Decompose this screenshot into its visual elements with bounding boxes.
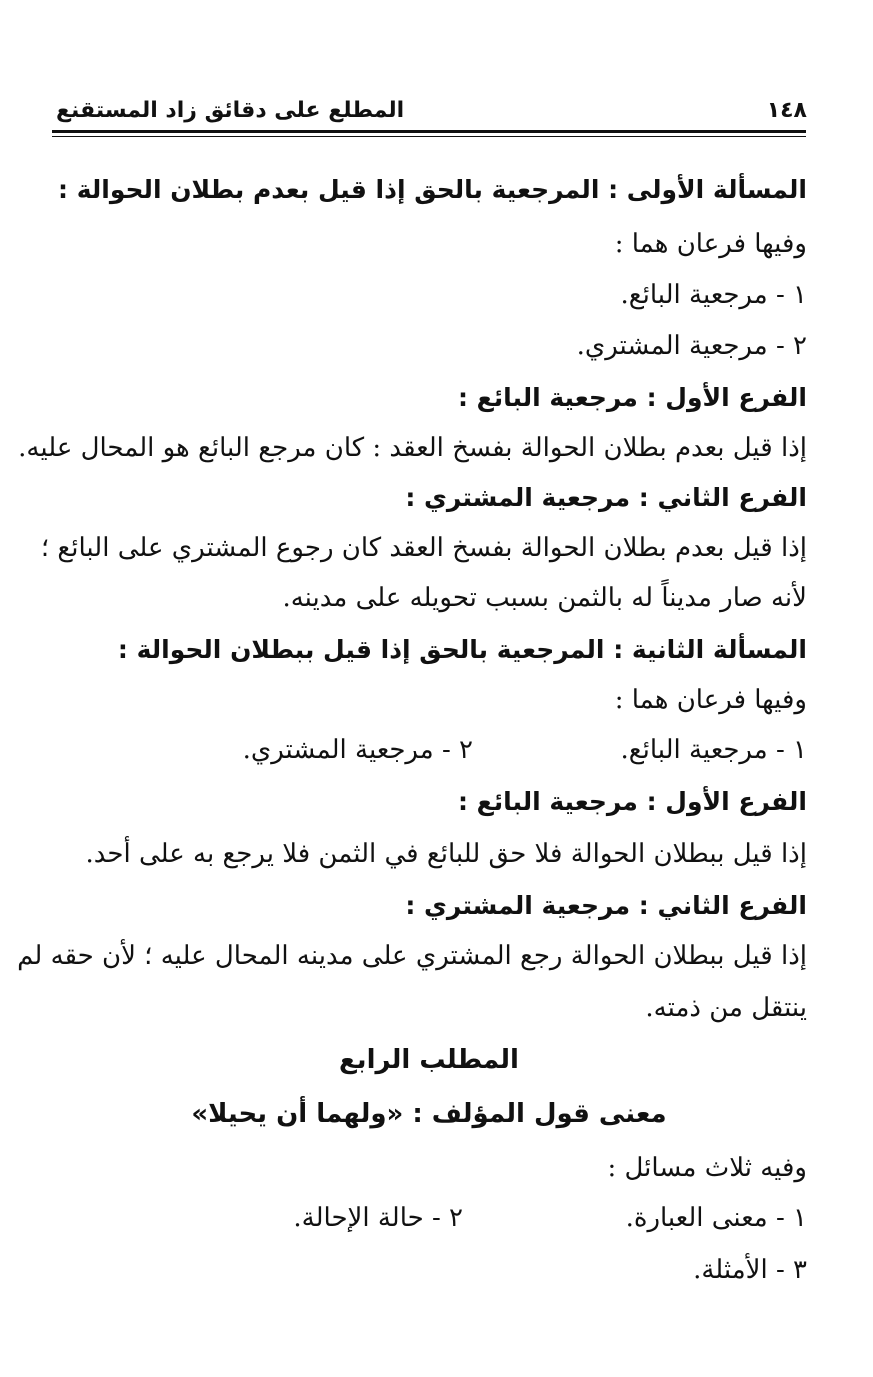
page-number: ١٤٨ [766,98,807,123]
list-item: ٢ - مرجعية المشتري. [576,331,807,361]
paragraph-line: وفيها فرعان هما : [614,229,807,259]
list-item: ١ - مرجعية البائع. [620,280,807,310]
list-item: ١ - معنى العبارة. [625,1203,807,1233]
list-item: ٢ - حالة الإحالة. [293,1203,463,1233]
paragraph-line: ينتقل من ذمته. [645,993,807,1023]
subsection-heading: الفرع الثاني : مرجعية المشتري : [405,891,807,920]
running-header-title: المطلع على دقائق زاد المستقنع [56,98,405,123]
paragraph-line: إذا قيل ببطلان الحوالة فلا حق للبائع في الثمن فلا يرجع به على أحد. [85,839,807,869]
paragraph-line: وفيها فرعان هما : [614,685,807,715]
list-item: ١ - مرجعية البائع. [620,735,807,765]
chapter-subheading: معنى قول المؤلف : «ولهما أن يحيلا» [191,1099,667,1129]
paragraph-line: لأنه صار مديناً له بالثمن بسبب تحويله على مدينه. [282,583,807,613]
paragraph-line: وفيه ثلاث مسائل : [607,1153,807,1183]
section-heading: المسألة الأولى : المرجعية بالحق إذا قيل بعدم بطلان الحوالة : [58,175,807,204]
subsection-heading: الفرع الثاني : مرجعية المشتري : [405,483,807,512]
paragraph-line: إذا قيل بعدم بطلان الحوالة بفسخ العقد : كان مرجع البائع هو المحال عليه. [18,433,807,463]
header-rule-thick [52,130,806,133]
section-heading: المسألة الثانية : المرجعية بالحق إذا قيل ببطلان الحوالة : [117,635,807,664]
subsection-heading: الفرع الأول : مرجعية البائع : [457,787,807,816]
list-item: ٢ - مرجعية المشتري. [242,735,473,765]
paragraph-line: إذا قيل بعدم بطلان الحوالة بفسخ العقد كان رجوع المشتري على البائع ؛ [40,533,807,563]
subsection-heading: الفرع الأول : مرجعية البائع : [457,383,807,412]
chapter-heading: المطلب الرابع [339,1045,519,1075]
header-rule-thin [52,136,806,137]
list-item: ٣ - الأمثلة. [693,1255,807,1285]
paragraph-line: إذا قيل ببطلان الحوالة رجع المشتري على مدينه المحال عليه ؛ لأن حقه لم [17,941,807,971]
